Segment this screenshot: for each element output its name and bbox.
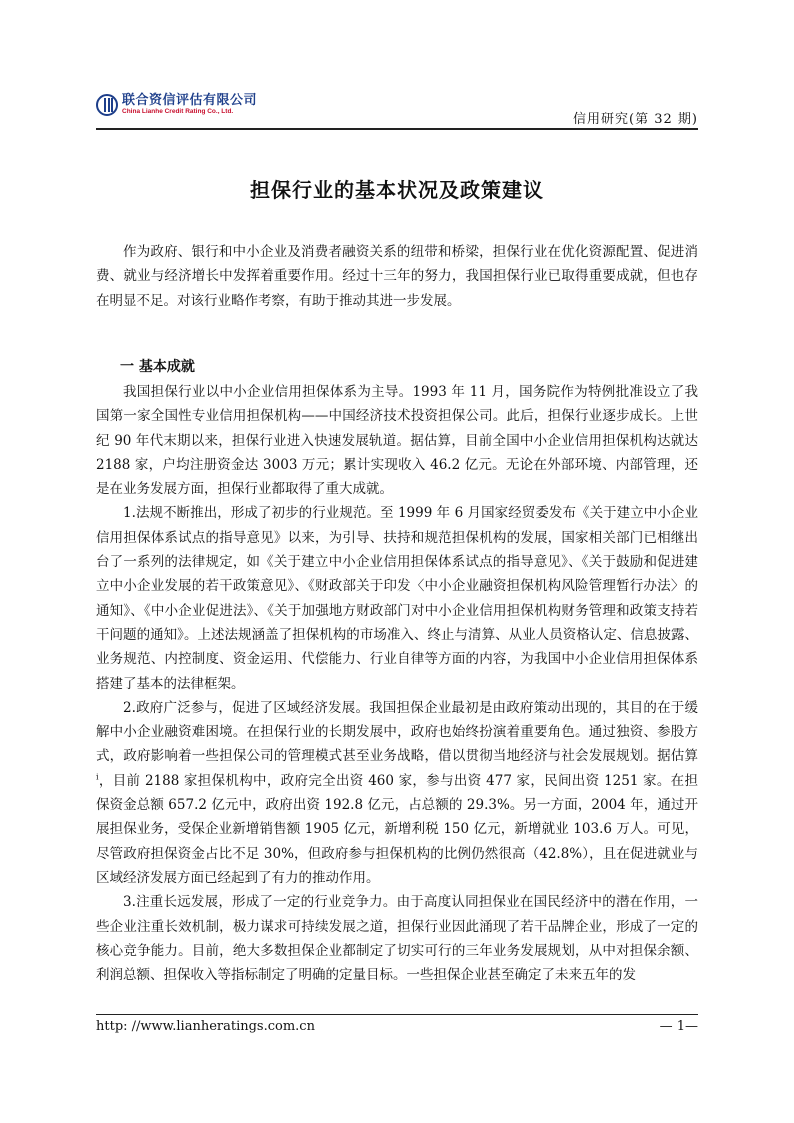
paragraph-4: 3.注重长远发展，形成了一定的行业竞争力。由于高度认同担保业在国民经济中的潜在作用，一些企业注重长效机制，极力谋求可持续发展之道，担保行业因此涌现了若干品牌企业，形成了一定的核心竞争能力。目前，绝大多数担保企业都制定了切实可行的三年业务发展规划，从中对担保余额、利润总额、担保收入等指标制定了明确的定量目标。一些担保企业甚至确定了未来五年的发 [96, 894, 698, 984]
header-divider [96, 128, 698, 130]
intro-paragraph: 作为政府、银行和中小企业及消费者融资关系的纽带和桥梁，担保行业在优化资源配置、促进消费、就业与经济增长中发挥着重要作用。经过十三年的努力，我国担保行业已取得重要成就，但也存在明显不足。对该行业略作考察，有助于推动其进一步发展。 [96, 244, 698, 309]
footer-url[interactable]: http: //www.lianheratings.com.cn [96, 1019, 315, 1034]
paragraph-3-part-b: ，目前 2188 家担保机构中，政府完全出资 460 家，参与出资 477 家，民间出资 1251 家。在担保资金总额 657.2 亿元中，政府出资 192.8 亿元，占总额的 29.3%。另一方面，2004 年，通过开展担保业务，受保企业新增销售额 1905 亿元，新增利税 150 亿元，新增就业 103.6 万人。可见，尽管政府担保资金占比不足 30%，但政府参与担保机构的比例仍然很高（42.8%），且在促进就业与区域经济发展方面已经起到了有力的推动作用。 [96, 772, 698, 886]
section-heading: 一 基本成就 [120, 359, 195, 375]
lianhe-logo-icon [96, 94, 118, 116]
body-text [96, 380, 698, 987]
paragraph-1: 我国担保行业以中小企业信用担保体系为主导。1993 年 11 月，国务院作为特例批准设立了我国第一家全国性专业信用担保机构——中国经济技术投资担保公司。此后，担保行业逐步成长。上世纪 90 年代末期以来，担保行业进入快速发展轨道。据估算，目前全国中小企业信用担保机构达就达 2188 家，户均注册资金达 3003 万元；累计实现收入 46.2 亿元。无论在外部环境、内部管理，还是在业务发展方面，担保行业都取得了重大成就。 [96, 384, 698, 498]
paragraph-3 [96, 696, 698, 890]
page-number: — 1— [659, 1019, 698, 1034]
logo-english-name: China Lianhe Credit Rating Co., Ltd. [122, 108, 234, 116]
footnote-marker: i [96, 772, 99, 782]
paragraph-2: 1.法规不断推出，形成了初步的行业规范。至 1999 年 6 月国家经贸委发布《关于建立中小企业信用担保体系试点的指导意见》以来，为引导、扶持和规范担保机构的发展，国家相关部门已相继出台了一系列的法律规定，如《关于建立中小企业信用担保体系试点的指导意见》、《关于鼓励和促进建立中小企业发展的若干政策意见》、《财政部关于印发〈中小企业融资担保机构风险管理暂行办法〉的通知》、《中小企业促进法》、《关于加强地方财政部门对中小企业信用担保机构财务管理和政策支持若干问题的通知》。上述法规涵盖了担保机构的市场准入、终止与清算、从业人员资格认定、信息披露、业务规范、内控制度、资金运用、代偿能力、行业自律等方面的内容，为我国中小企业信用担保体系搭建了基本的法律框架。 [96, 505, 698, 692]
paragraph-3-part-a: 2.政府广泛参与，促进了区域经济发展。我国担保企业最初是由政府策动出现的，其目的在于缓解中小企业融资难困境。在担保行业的长期发展中，政府也始终扮演着重要角色。通过独资、参股方式，政府影响着一些担保公司的管理模式甚至业务战略，借以贯彻当地经济与社会发展规划。据估算 [96, 699, 698, 765]
company-logo [96, 94, 257, 116]
page-header [96, 94, 698, 128]
logo-chinese-name: 联合资信评估有限公司 [122, 93, 258, 109]
page-title: 担保行业的基本状况及政策建议 [250, 178, 544, 202]
issue-label: 信用研究(第 32 期) [573, 112, 698, 127]
intro-block [96, 240, 698, 313]
footer-divider [96, 1014, 698, 1015]
